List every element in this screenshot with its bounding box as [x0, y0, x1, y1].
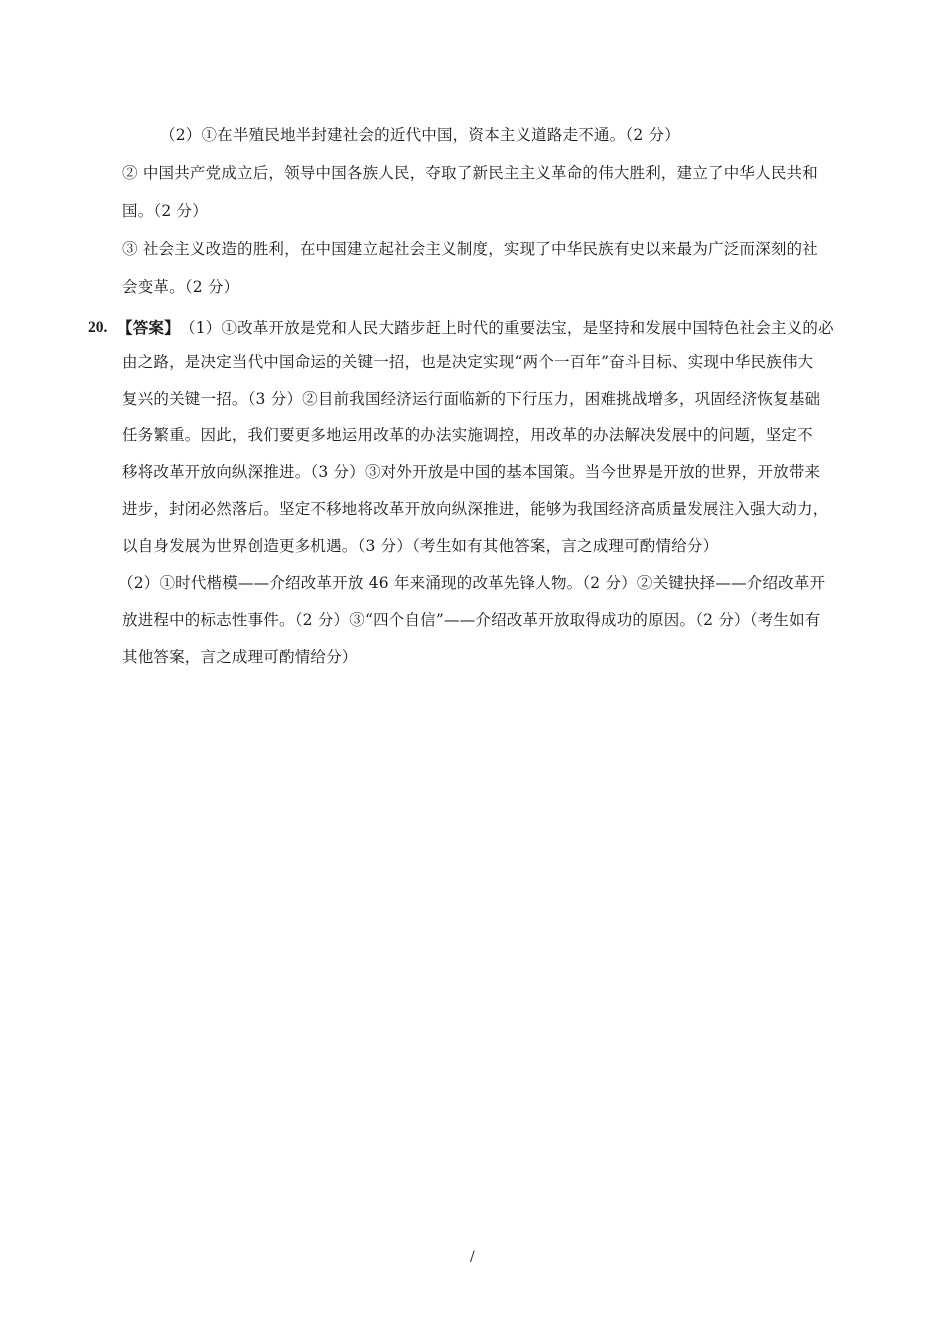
q20-part1-line-3: 复兴的关键一招。（3 分）②目前我国经济运行面临新的下行压力，困难挑战增多，巩固经济恢复基础	[122, 390, 821, 408]
q19-part2-line-1: （2）①在半殖民地半封建社会的近代中国，资本主义道路走不通。（2 分）	[160, 126, 680, 144]
q19-part2-line-4: ③ 社会主义改造的胜利，在中国建立起社会主义制度，实现了中华民族有史以来最为广泛而深刻的社	[122, 240, 818, 258]
q20-part2-line-2: 放进程中的标志性事件。（2 分）③“四个自信”——介绍改革开放取得成功的原因。（2 分）（考生如有	[122, 611, 821, 629]
q19-part2-line-2: ② 中国共产党成立后，领导中国各族人民，夺取了新民主主义革命的伟大胜利，建立了中华人民共和	[122, 164, 818, 182]
q20-part1-line-5: 移将改革开放向纵深推进。（3 分）③对外开放是中国的基本国策。当今世界是开放的世界，开放带来	[122, 463, 821, 481]
q20-part1-line-6: 进步，封闭必然落后。坚定不移地将改革开放向纵深推进，能够为我国经济高质量发展注入强大动力，	[122, 500, 829, 518]
q20-part2-line-3: 其他答案，言之成理可酌情给分）	[122, 648, 358, 666]
q20-part1-line-2: 由之路，是决定当代中国命运的关键一招，也是决定实现“两个一百年”奋斗目标、实现中华民族伟大	[122, 353, 814, 371]
question-number: 20.	[88, 319, 108, 336]
q19-part2-line-3: 国。（2 分）	[122, 202, 208, 220]
answer-label: 【答案】	[117, 318, 180, 337]
q20-part2-line-1: （2）①时代楷模——介绍改革开放 46 年来涌现的改革先锋人物。（2 分）②关键抉择——介绍改革开	[118, 574, 826, 592]
page-footer-mark: /	[470, 1249, 475, 1265]
q19-part2-line-5: 会变革。（2 分）	[122, 278, 240, 296]
q20-part1-line-4: 任务繁重。因此，我们要更多地运用改革的办法实施调控，用改革的办法解决发展中的问题，坚定不	[122, 426, 813, 444]
q20-part1-line-7: 以自身发展为世界创造更多机遇。（3 分）（考生如有其他答案，言之成理可酌情给分）	[122, 537, 719, 555]
q20-part1-line-1: （1）①改革开放是党和人民大踏步赶上时代的重要法宝，是坚持和发展中国特色社会主义的必	[180, 319, 834, 337]
